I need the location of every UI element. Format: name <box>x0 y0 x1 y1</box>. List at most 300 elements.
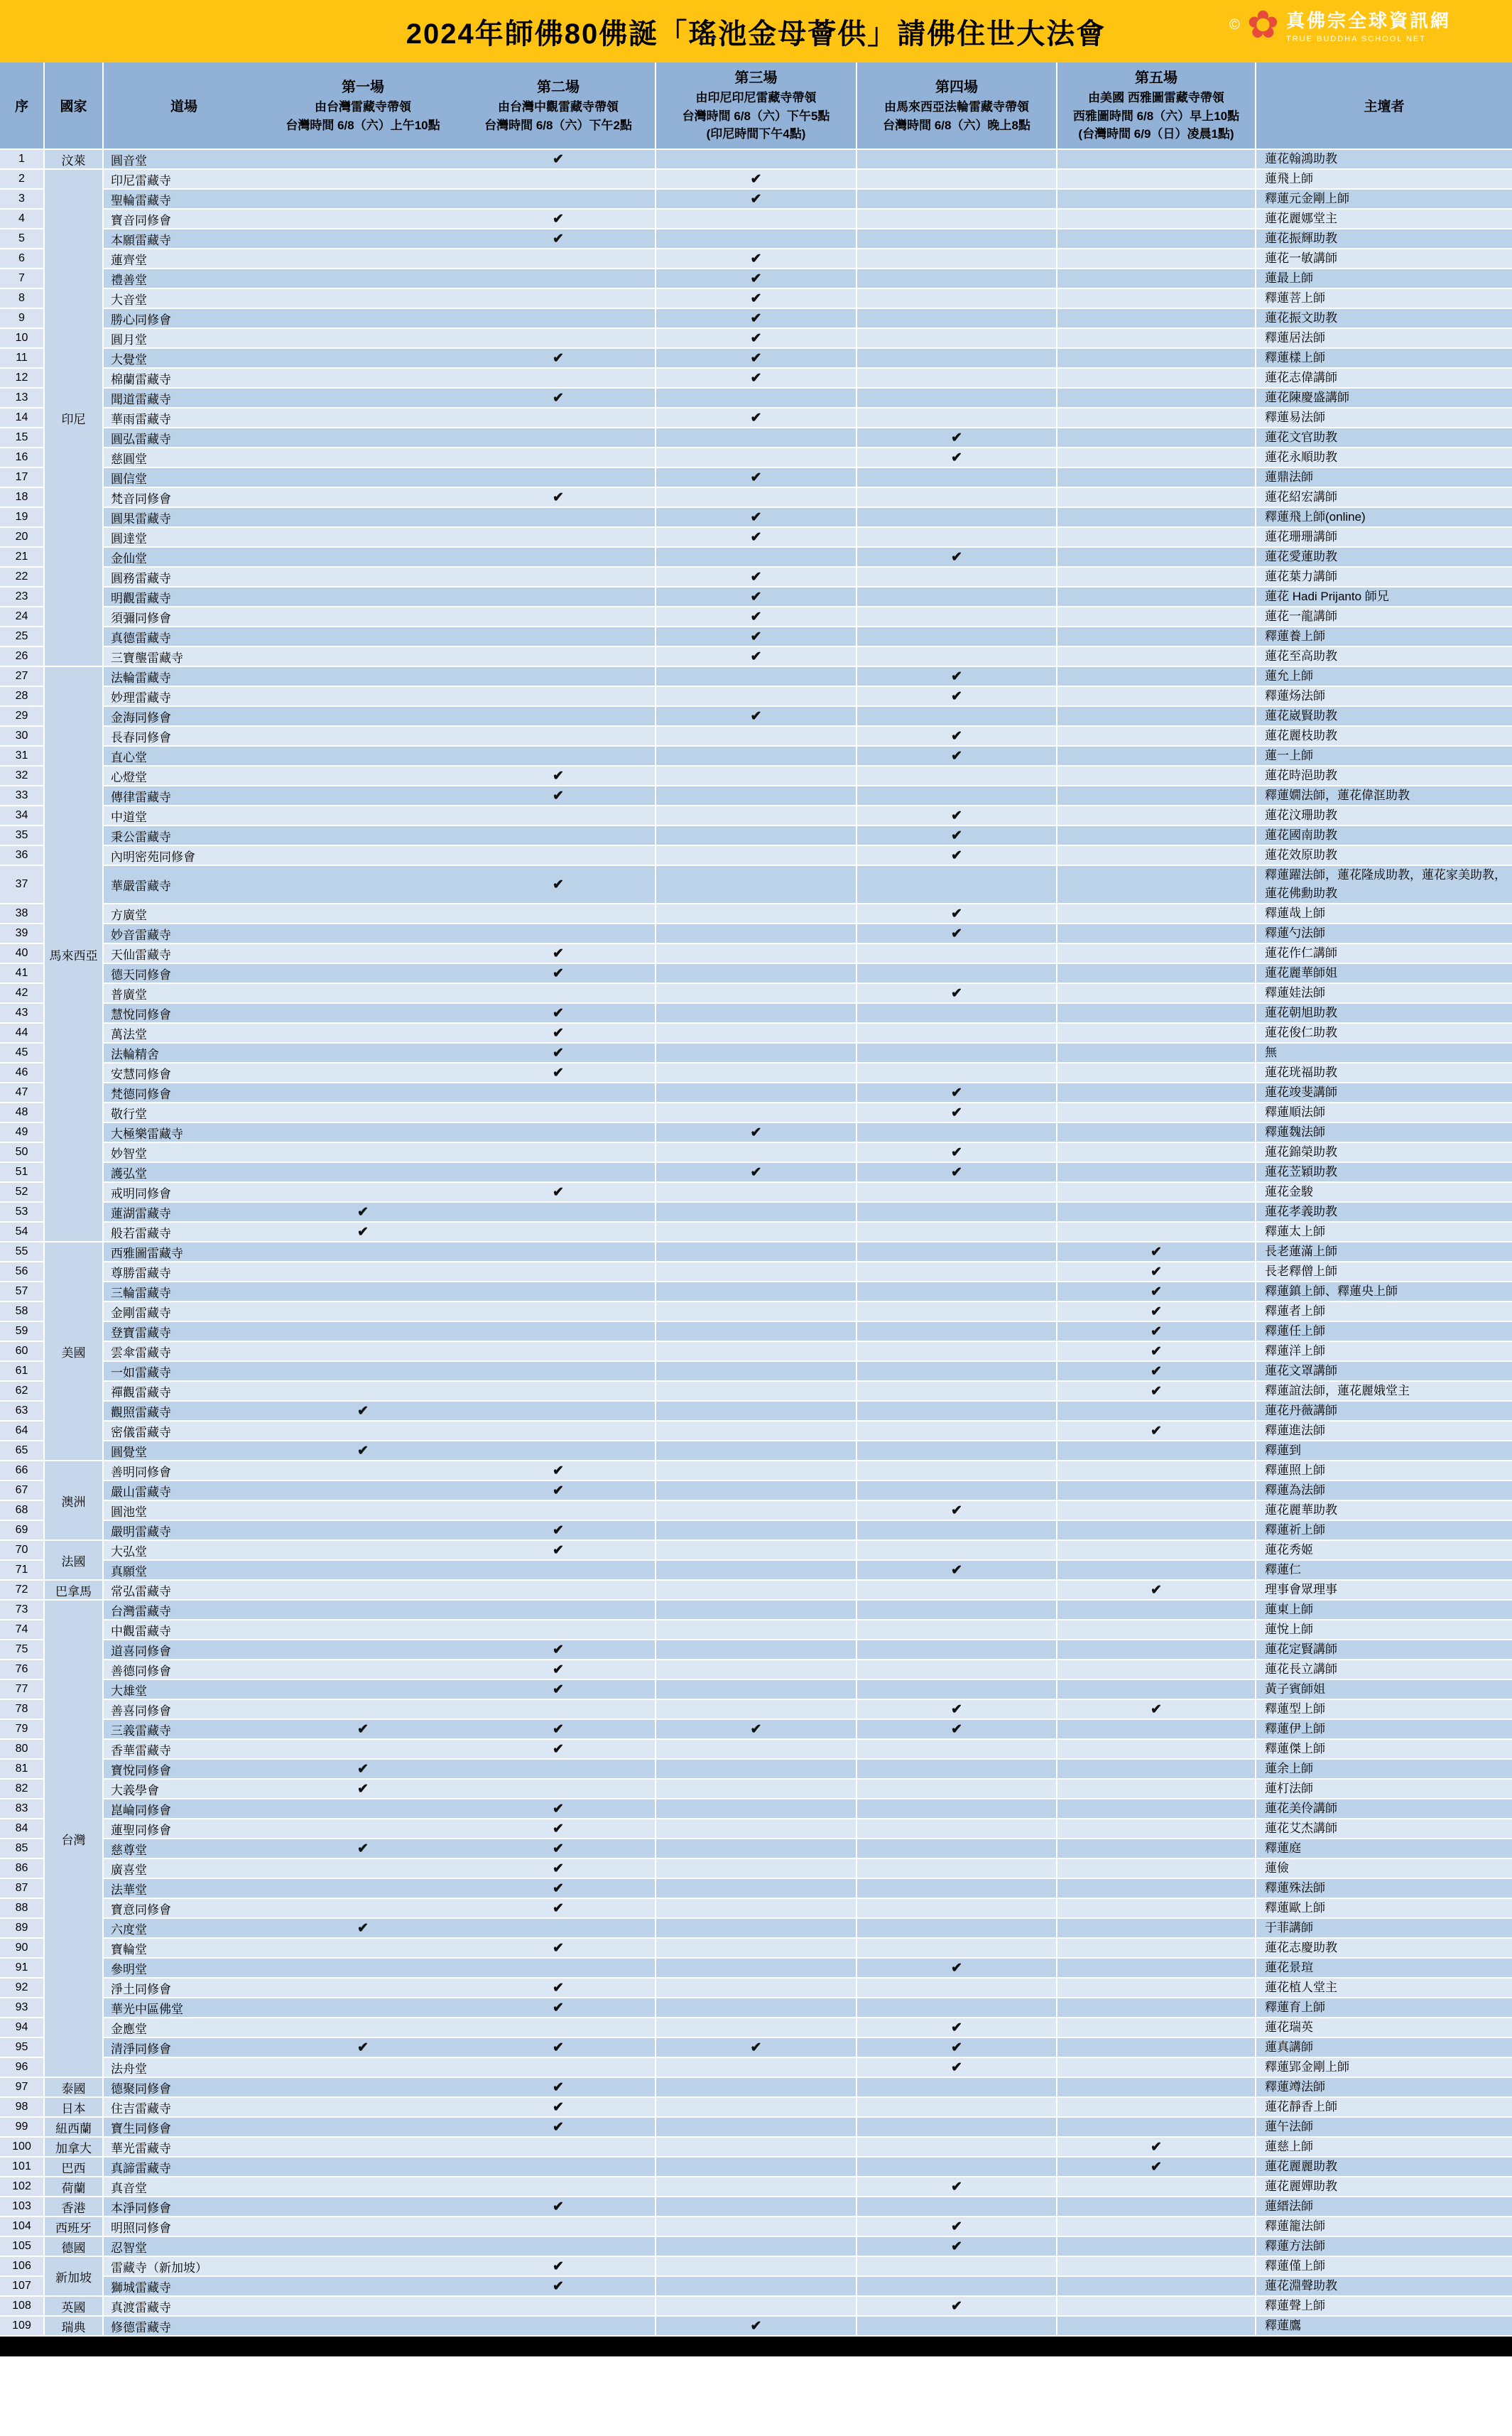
true-buddha-school-net-logo <box>1229 6 1451 44</box>
session-5-check-cell <box>1057 1878 1256 1898</box>
session-4-check-cell <box>856 1978 1057 1998</box>
row-number-cell: 48 <box>0 1103 44 1122</box>
session-3-check-cell <box>656 1998 856 2018</box>
session-5-check-cell <box>1057 627 1256 646</box>
venue-cell: 圓果雷藏寺 <box>103 507 264 527</box>
row-number-cell: 1 <box>0 149 44 169</box>
session-5-check-cell <box>1057 388 1256 408</box>
session-1-check-cell <box>264 1321 462 1341</box>
session-3-check-cell: ✔ <box>656 288 856 308</box>
session-4-check-cell <box>856 527 1057 547</box>
session-5-check-cell <box>1057 1978 1256 1998</box>
session-4-check-cell <box>856 2197 1057 2216</box>
row-number-cell: 64 <box>0 1421 44 1441</box>
row-number-cell: 15 <box>0 428 44 448</box>
session-5-check-cell <box>1057 1958 1256 1978</box>
table-row <box>0 507 1512 527</box>
session-2-check-cell: ✔ <box>462 2097 656 2117</box>
session-3-check-cell: ✔ <box>656 408 856 428</box>
venue-cell: 慧悅同修會 <box>103 1003 264 1023</box>
row-number-cell: 35 <box>0 825 44 845</box>
session-4-check-cell <box>856 1620 1057 1640</box>
venue-cell: 三義雷藏寺 <box>103 1719 264 1739</box>
venue-cell: 圓達堂 <box>103 527 264 547</box>
session-3-check-cell <box>656 1878 856 1898</box>
session-5-check-cell <box>1057 1401 1256 1421</box>
session-5-check-cell <box>1057 845 1256 865</box>
venue-cell: 嚴明雷藏寺 <box>103 1520 264 1540</box>
session-1-check-cell <box>264 487 462 507</box>
session-2-check-cell <box>462 2057 656 2077</box>
session-2-check-cell <box>462 1560 656 1580</box>
session-4-check-cell: ✔ <box>856 2037 1057 2057</box>
session-5-check-cell <box>1057 666 1256 686</box>
session-2-check-cell: ✔ <box>462 348 656 368</box>
venue-cell: 德聚同修會 <box>103 2077 264 2097</box>
venue-cell: 普廣堂 <box>103 983 264 1003</box>
venue-cell: 直心堂 <box>103 746 264 766</box>
logo-chinese-text: 真佛宗全球資訊網 <box>1285 10 1451 31</box>
session-5-check-cell <box>1057 825 1256 845</box>
table-row <box>0 1600 1512 1620</box>
table-row <box>0 627 1512 646</box>
session-5-check-cell: ✔ <box>1057 1361 1256 1381</box>
table-row <box>0 1739 1512 1759</box>
session-4-check-cell: ✔ <box>856 666 1057 686</box>
session-1-check-cell <box>264 2057 462 2077</box>
row-number-cell: 14 <box>0 408 44 428</box>
officiant-cell: 蓮花一敏講師 <box>1256 249 1512 269</box>
session-5-check-cell <box>1057 1063 1256 1083</box>
officiant-cell: 釋蓮到 <box>1256 1441 1512 1461</box>
venue-cell: 觀照雷藏寺 <box>103 1401 264 1421</box>
session-4-check-cell <box>856 1361 1057 1381</box>
session-3-check-cell <box>656 448 856 467</box>
venue-cell: 明照同修會 <box>103 2216 264 2236</box>
session-5-check-cell <box>1057 269 1256 288</box>
page-title: 2024年師佛80佛誕「瑤池金母薈供」請佛住世大法會 <box>406 18 1106 50</box>
table-row <box>0 786 1512 806</box>
session-4-check-cell <box>856 388 1057 408</box>
venue-cell: 雷藏寺（新加坡） <box>103 2256 264 2276</box>
session-3-check-cell: ✔ <box>656 328 856 348</box>
venue-cell: 禮善堂 <box>103 269 264 288</box>
table-row <box>0 288 1512 308</box>
session-5-check-cell <box>1057 587 1256 607</box>
session-5-check-cell <box>1057 983 1256 1003</box>
session-1-check-cell <box>264 1958 462 1978</box>
table-row <box>0 1103 1512 1122</box>
table-row <box>0 1858 1512 1878</box>
session-5-check-cell <box>1057 408 1256 428</box>
session-2-check-cell <box>462 845 656 865</box>
country-cell: 瑞典 <box>44 2316 103 2336</box>
row-number-cell: 41 <box>0 963 44 983</box>
session-3-check-cell: ✔ <box>656 507 856 527</box>
session-3-check-cell <box>656 2197 856 2216</box>
venue-cell: 梵德同修會 <box>103 1083 264 1103</box>
row-number-cell: 108 <box>0 2296 44 2316</box>
session-4-check-cell: ✔ <box>856 448 1057 467</box>
session-5-check-cell: ✔ <box>1057 2137 1256 2157</box>
venue-cell: 華光雷藏寺 <box>103 2137 264 2157</box>
session-1-check-cell <box>264 2256 462 2276</box>
session-1-check-cell <box>264 448 462 467</box>
venue-cell: 護弘堂 <box>103 1162 264 1182</box>
venue-cell: 道喜同修會 <box>103 1640 264 1660</box>
session-1-check-cell <box>264 1640 462 1660</box>
session-1-check-cell <box>264 1679 462 1699</box>
event-roster-table <box>0 63 1512 2337</box>
venue-cell: 敬行堂 <box>103 1103 264 1122</box>
session-2-check-cell <box>462 1421 656 1441</box>
session-2-check-cell: ✔ <box>462 1679 656 1699</box>
session-1-check-cell <box>264 1878 462 1898</box>
row-number-cell: 16 <box>0 448 44 467</box>
venue-cell: 印尼雷藏寺 <box>103 169 264 189</box>
row-number-cell: 89 <box>0 1918 44 1938</box>
session-5-check-cell <box>1057 487 1256 507</box>
session-5-check-cell <box>1057 1560 1256 1580</box>
venue-cell: 法舟堂 <box>103 2057 264 2077</box>
session-3-check-cell <box>656 1401 856 1421</box>
table-row <box>0 1620 1512 1640</box>
officiant-cell: 釋蓮躍法師，蓮花隆成助教，蓮花家美助教，蓮花佛勳助教 <box>1256 865 1512 904</box>
officiant-cell: 釋蓮伊上師 <box>1256 1719 1512 1739</box>
venue-cell: 善德同修會 <box>103 1660 264 1679</box>
session-1-check-cell <box>264 249 462 269</box>
row-number-cell: 43 <box>0 1003 44 1023</box>
session-3-check-cell <box>656 963 856 983</box>
session-4-check-cell <box>856 1759 1057 1779</box>
session-4-check-cell <box>856 1779 1057 1799</box>
table-row <box>0 1441 1512 1461</box>
row-number-cell: 33 <box>0 786 44 806</box>
session-5-check-cell <box>1057 547 1256 567</box>
session-1-check-cell: ✔ <box>264 1441 462 1461</box>
session-4-check-cell <box>856 1640 1057 1660</box>
session-2-check-cell <box>462 169 656 189</box>
session-3-check-cell <box>656 2157 856 2177</box>
country-cell: 紐西蘭 <box>44 2117 103 2137</box>
session-1-check-cell <box>264 1998 462 2018</box>
session-5-check-cell <box>1057 2276 1256 2296</box>
session-2-check-cell: ✔ <box>462 2276 656 2296</box>
session-3-check-cell <box>656 1819 856 1839</box>
row-number-cell: 93 <box>0 1998 44 2018</box>
session-3-check-cell <box>656 1421 856 1441</box>
session-4-check-cell <box>856 2316 1057 2336</box>
session-4-check-cell <box>856 1441 1057 1461</box>
table-row <box>0 607 1512 627</box>
row-number-cell: 87 <box>0 1878 44 1898</box>
session-4-check-cell <box>856 1182 1057 1202</box>
table-row <box>0 1043 1512 1063</box>
session-1-check-cell <box>264 1819 462 1839</box>
row-number-cell: 38 <box>0 904 44 924</box>
session-1-check-cell <box>264 1560 462 1580</box>
session-2-check-cell: ✔ <box>462 1640 656 1660</box>
session-3-check-cell: ✔ <box>656 1162 856 1182</box>
venue-cell: 萬法堂 <box>103 1023 264 1043</box>
session-5-check-cell <box>1057 169 1256 189</box>
session-1-check-cell <box>264 1898 462 1918</box>
session-2-check-cell: ✔ <box>462 1043 656 1063</box>
session-5-check-cell <box>1057 1043 1256 1063</box>
officiant-cell: 釋蓮養上師 <box>1256 627 1512 646</box>
row-number-cell: 3 <box>0 189 44 209</box>
session-2-check-cell <box>462 2157 656 2177</box>
session-4-check-cell <box>856 1063 1057 1083</box>
country-cell: 英國 <box>44 2296 103 2316</box>
session-4-check-cell: ✔ <box>856 1083 1057 1103</box>
session-3-check-cell <box>656 487 856 507</box>
session-1-check-cell <box>264 1162 462 1182</box>
session-1-check-cell <box>264 1023 462 1043</box>
venue-cell: 華光中區佛堂 <box>103 1998 264 2018</box>
officiant-cell: 釋蓮僅上師 <box>1256 2256 1512 2276</box>
session-2-check-cell: ✔ <box>462 209 656 229</box>
venue-cell: 心燈堂 <box>103 766 264 786</box>
row-number-cell: 71 <box>0 1560 44 1580</box>
session-3-check-cell <box>656 1580 856 1600</box>
session-4-check-cell <box>856 1401 1057 1421</box>
row-number-cell: 90 <box>0 1938 44 1958</box>
session-5-check-cell: ✔ <box>1057 1699 1256 1719</box>
session-5-check-cell <box>1057 2077 1256 2097</box>
row-number-cell: 100 <box>0 2137 44 2157</box>
table-row <box>0 1580 1512 1600</box>
session-1-check-cell <box>264 1799 462 1819</box>
session-2-check-cell <box>462 1620 656 1640</box>
session-4-check-cell: ✔ <box>856 825 1057 845</box>
row-number-cell: 52 <box>0 1182 44 1202</box>
venue-cell: 圓弘雷藏寺 <box>103 428 264 448</box>
table-row <box>0 2018 1512 2037</box>
session-4-check-cell: ✔ <box>856 2177 1057 2197</box>
session-5-check-cell <box>1057 904 1256 924</box>
officiant-cell: 蓮花艾杰講師 <box>1256 1819 1512 1839</box>
officiant-cell: 釋蓮庭 <box>1256 1839 1512 1858</box>
row-number-cell: 25 <box>0 627 44 646</box>
session-5-check-cell <box>1057 2216 1256 2236</box>
row-number-cell: 9 <box>0 308 44 328</box>
session-1-check-cell: ✔ <box>264 2037 462 2057</box>
table-row <box>0 983 1512 1003</box>
country-cell: 法國 <box>44 1540 103 1580</box>
table-row <box>0 1222 1512 1242</box>
session-5-check-cell <box>1057 567 1256 587</box>
venue-cell: 善喜同修會 <box>103 1699 264 1719</box>
row-number-cell: 18 <box>0 487 44 507</box>
session-4-check-cell <box>856 1381 1057 1401</box>
session-4-check-cell <box>856 1878 1057 1898</box>
row-number-cell: 45 <box>0 1043 44 1063</box>
session-5-check-cell <box>1057 149 1256 169</box>
session-3-check-cell <box>656 943 856 963</box>
session-5-check-cell <box>1057 2316 1256 2336</box>
session-1-check-cell <box>264 1043 462 1063</box>
table-row <box>0 1321 1512 1341</box>
venue-cell: 本願雷藏寺 <box>103 229 264 249</box>
session-5-check-cell <box>1057 1898 1256 1918</box>
session-4-check-cell: ✔ <box>856 1103 1057 1122</box>
session-1-check-cell <box>264 666 462 686</box>
session-4-check-cell <box>856 706 1057 726</box>
session-1-check-cell <box>264 1580 462 1600</box>
country-cell: 台灣 <box>44 1600 103 2077</box>
session-1-check-cell <box>264 2316 462 2336</box>
session-4-check-cell <box>856 766 1057 786</box>
venue-cell: 寶悅同修會 <box>103 1759 264 1779</box>
officiant-cell: 蓮花麗枝助教 <box>1256 726 1512 746</box>
session-3-check-cell: ✔ <box>656 607 856 627</box>
session-2-check-cell: ✔ <box>462 229 656 249</box>
column-header-session-2: 第二場 由台灣中觀雷藏寺帶領 台灣時間 6/8（六）下午2點 <box>462 63 656 149</box>
session-5-check-cell <box>1057 1839 1256 1858</box>
row-number-cell: 75 <box>0 1640 44 1660</box>
session-1-check-cell <box>264 1660 462 1679</box>
session-1-check-cell <box>264 1361 462 1381</box>
session-2-check-cell: ✔ <box>462 786 656 806</box>
venue-cell: 金剛雷藏寺 <box>103 1301 264 1321</box>
session-3-check-cell <box>656 726 856 746</box>
session-5-check-cell <box>1057 1142 1256 1162</box>
session-2-check-cell <box>462 368 656 388</box>
session-5-check-cell <box>1057 2197 1256 2216</box>
session-5-check-cell <box>1057 448 1256 467</box>
officiant-cell: 釋蓮型上師 <box>1256 1699 1512 1719</box>
session-4-check-cell <box>856 189 1057 209</box>
country-cell: 巴西 <box>44 2157 103 2177</box>
table-row <box>0 1122 1512 1142</box>
session-4-check-cell <box>856 1998 1057 2018</box>
session-4-check-cell <box>856 2157 1057 2177</box>
row-number-cell: 104 <box>0 2216 44 2236</box>
venue-cell: 善明同修會 <box>103 1461 264 1480</box>
venue-cell: 金應堂 <box>103 2018 264 2037</box>
row-number-cell: 7 <box>0 269 44 288</box>
session-4-check-cell: ✔ <box>856 2236 1057 2256</box>
logo-english-text: TRUE BUDDHA SCHOOL NET <box>1285 35 1426 43</box>
session-5-check-cell <box>1057 924 1256 943</box>
row-number-cell: 84 <box>0 1819 44 1839</box>
table-row <box>0 1182 1512 1202</box>
red-lotus-emblem-icon: ✿ <box>1246 4 1279 46</box>
row-number-cell: 70 <box>0 1540 44 1560</box>
officiant-cell: 蓮花效原助教 <box>1256 845 1512 865</box>
table-row <box>0 2296 1512 2316</box>
row-number-cell: 22 <box>0 567 44 587</box>
row-number-cell: 63 <box>0 1401 44 1421</box>
venue-cell: 嚴山雷藏寺 <box>103 1480 264 1500</box>
session-4-check-cell: ✔ <box>856 1142 1057 1162</box>
session-4-check-cell <box>856 229 1057 249</box>
officiant-cell: 蓮花俊仁助教 <box>1256 1023 1512 1043</box>
session-4-check-cell <box>856 1739 1057 1759</box>
session-3-check-cell <box>656 1083 856 1103</box>
session-4-check-cell <box>856 786 1057 806</box>
officiant-cell: 蓮真講師 <box>1256 2037 1512 2057</box>
session-3-check-cell <box>656 1103 856 1122</box>
venue-cell: 圓音堂 <box>103 149 264 169</box>
session-1-check-cell: ✔ <box>264 1759 462 1779</box>
session-2-check-cell: ✔ <box>462 1858 656 1878</box>
session-4-check-cell <box>856 963 1057 983</box>
session-4-check-cell <box>856 1898 1057 1918</box>
session-2-check-cell <box>462 1500 656 1520</box>
row-number-cell: 29 <box>0 706 44 726</box>
column-header-session-1: 第一場 由台灣雷藏寺帶領 台灣時間 6/8（六）上午10點 <box>264 63 462 149</box>
session-1-check-cell <box>264 1739 462 1759</box>
session-2-check-cell: ✔ <box>462 1182 656 1202</box>
officiant-cell: 釋蓮居法師 <box>1256 328 1512 348</box>
session-2-check-cell: ✔ <box>462 1998 656 2018</box>
table-row <box>0 924 1512 943</box>
session-1-check-cell <box>264 607 462 627</box>
session-4-check-cell <box>856 368 1057 388</box>
officiant-cell: 蓮花瑞英 <box>1256 2018 1512 2037</box>
table-row <box>0 2236 1512 2256</box>
session-3-check-cell <box>656 1560 856 1580</box>
session-2-check-cell <box>462 1401 656 1421</box>
table-row <box>0 1560 1512 1580</box>
session-2-check-cell <box>462 746 656 766</box>
session-2-check-cell <box>462 726 656 746</box>
officiant-cell: 蓮花麗麗助教 <box>1256 2157 1512 2177</box>
venue-cell: 三輪雷藏寺 <box>103 1282 264 1301</box>
session-5-check-cell <box>1057 1640 1256 1660</box>
session-2-check-cell <box>462 1580 656 1600</box>
venue-cell: 大覺堂 <box>103 348 264 368</box>
session-1-check-cell: ✔ <box>264 1918 462 1938</box>
session-3-check-cell <box>656 924 856 943</box>
session-1-check-cell <box>264 1858 462 1878</box>
session-4-check-cell: ✔ <box>856 1560 1057 1580</box>
session-4-check-cell <box>856 269 1057 288</box>
session-3-check-cell: ✔ <box>656 348 856 368</box>
table-row <box>0 646 1512 666</box>
officiant-cell: 蓮花淵聲助教 <box>1256 2276 1512 2296</box>
session-1-check-cell <box>264 1938 462 1958</box>
session-1-check-cell <box>264 567 462 587</box>
table-row <box>0 487 1512 507</box>
venue-cell: 圓月堂 <box>103 328 264 348</box>
session-1-check-cell <box>264 786 462 806</box>
officiant-cell: 釋蓮照上師 <box>1256 1461 1512 1480</box>
venue-cell: 蓮聖同修會 <box>103 1819 264 1839</box>
session-2-check-cell <box>462 666 656 686</box>
table-row <box>0 726 1512 746</box>
session-2-check-cell <box>462 1341 656 1361</box>
officiant-cell: 蓮花翰鴻助教 <box>1256 149 1512 169</box>
session-2-check-cell <box>462 527 656 547</box>
session-2-check-cell <box>462 249 656 269</box>
session-5-check-cell <box>1057 1023 1256 1043</box>
session-3-check-cell: ✔ <box>656 646 856 666</box>
officiant-cell: 蓮花植人堂主 <box>1256 1978 1512 1998</box>
session-5-check-cell <box>1057 189 1256 209</box>
session-1-check-cell: ✔ <box>264 1202 462 1222</box>
table-row <box>0 209 1512 229</box>
table-row <box>0 666 1512 686</box>
session-2-check-cell: ✔ <box>462 943 656 963</box>
session-3-check-cell <box>656 1341 856 1361</box>
session-4-check-cell <box>856 1540 1057 1560</box>
country-cell: 印尼 <box>44 169 103 666</box>
table-row <box>0 1480 1512 1500</box>
table-row <box>0 1242 1512 1262</box>
